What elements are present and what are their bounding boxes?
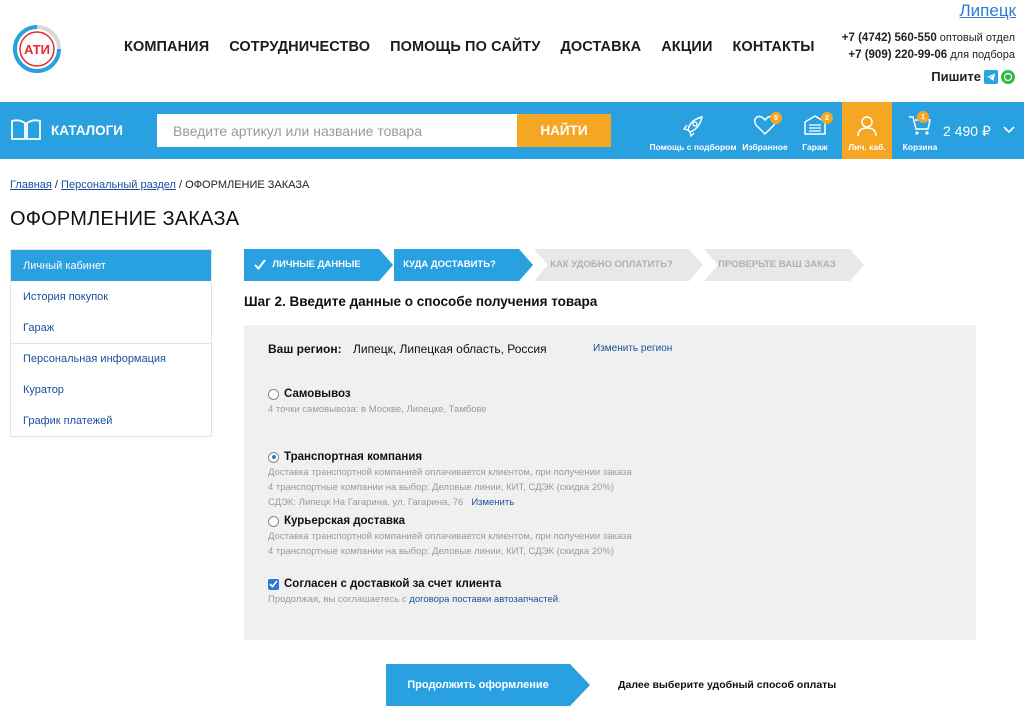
transport-title[interactable]: Транспортная компания xyxy=(284,451,423,463)
sidebar-item-personal-info[interactable]: Персональная информация xyxy=(11,343,211,374)
courier-radio[interactable] xyxy=(268,516,279,527)
step-review-label: ПРОВЕРЬТЕ ВАШ ЗАКАЗ xyxy=(718,259,836,270)
cart-button[interactable] xyxy=(896,102,944,159)
agree-checkbox[interactable] xyxy=(268,579,279,590)
agree-title[interactable]: Согласен с доставкой за счет клиента xyxy=(284,578,502,590)
ati-logo[interactable] xyxy=(10,24,64,74)
messengers xyxy=(931,69,1015,84)
help-selection-label: Помощь с подбором xyxy=(649,142,737,152)
favorites-button[interactable] xyxy=(739,102,791,159)
agree-hint-text: Продолжая, вы соглашаетесь с xyxy=(268,594,407,605)
nav-promotions[interactable]: АКЦИИ xyxy=(661,39,713,55)
supply-contract-link[interactable]: договора поставки автозапчастей xyxy=(409,594,559,605)
page-title: ОФОРМЛЕНИЕ ЗАКАЗА xyxy=(10,208,240,230)
nav-contacts[interactable]: КОНТАКТЫ xyxy=(732,39,815,55)
transport-radio[interactable] xyxy=(268,452,279,463)
transport-change-link[interactable]: Изменить xyxy=(471,497,515,508)
agree-hint-dot: . xyxy=(558,594,561,605)
next-step-hint: Далее выберите удобный способ оплаты xyxy=(618,679,837,691)
cart-total[interactable]: 2 490 ₽ xyxy=(943,123,991,139)
transport-point-address: СДЭК: Липецк На Гагарина, ул. Гагарина, 76 xyxy=(268,497,464,508)
delivery-options-panel xyxy=(244,325,976,640)
nav-cooperation[interactable]: СОТРУДНИЧЕСТВО xyxy=(229,39,371,55)
transport-hint-2: 4 транспортные компании на выбор: Деловые линии, КИТ, СДЭК (скидка 20%) xyxy=(268,482,615,493)
step-personal-data-label: ЛИЧНЫЕ ДАННЫЕ xyxy=(272,259,361,270)
agree-hint xyxy=(268,592,561,607)
user-icon xyxy=(856,114,878,138)
nav-site-help[interactable]: ПОМОЩЬ ПО САЙТУ xyxy=(390,39,541,55)
sidebar-item-history[interactable]: История покупок xyxy=(23,291,109,303)
step-review xyxy=(704,249,850,281)
cart-count-badge: 1 xyxy=(917,111,929,123)
garage-button[interactable] xyxy=(791,102,839,159)
transport-hint-1: Доставка транспортной компанией оплачивается клиентом, при получении заказа xyxy=(268,467,632,478)
contact-phones xyxy=(842,30,1015,64)
phone-wholesale[interactable]: +7 (4742) 560-550 xyxy=(841,32,937,44)
check-icon xyxy=(254,259,266,270)
garage-label: Гараж xyxy=(802,142,828,152)
city-selector[interactable]: Липецк xyxy=(959,1,1016,20)
step-payment-label: КАК УДОБНО ОПЛАТИТЬ? xyxy=(550,259,673,270)
region-info xyxy=(268,342,547,356)
cart-label: Корзина xyxy=(902,142,938,152)
sidebar-item-curator[interactable]: Куратор xyxy=(23,384,64,396)
telegram-icon[interactable] xyxy=(984,70,998,84)
step-delivery-label: КУДА ДОСТАВИТЬ? xyxy=(403,259,496,270)
top-navigation xyxy=(124,39,815,55)
account-sidebar xyxy=(10,249,212,437)
nav-delivery[interactable]: ДОСТАВКА xyxy=(560,39,642,55)
favorites-count-badge: 0 xyxy=(770,112,782,124)
step-payment xyxy=(534,249,689,281)
catalogs-label: КАТАЛОГИ xyxy=(51,122,123,138)
whatsapp-icon[interactable] xyxy=(1001,70,1015,84)
step-heading: Шаг 2. Введите данные о способе получения товара xyxy=(244,294,598,309)
phone-selection[interactable]: +7 (909) 220-99-06 xyxy=(848,49,948,61)
pickup-hint: 4 точки самовывоза: в Москве, Липецке, Тамбове xyxy=(268,404,487,415)
option-courier xyxy=(268,515,632,559)
nav-company[interactable]: КОМПАНИЯ xyxy=(124,39,210,55)
catalogs-button[interactable] xyxy=(10,118,123,142)
breadcrumb-home[interactable]: Главная xyxy=(10,179,52,191)
phone-wholesale-note: оптовый отдел xyxy=(939,32,1015,44)
book-icon xyxy=(10,118,42,142)
region-value: Липецк, Липецкая область, Россия xyxy=(352,342,547,356)
help-selection-button[interactable] xyxy=(647,102,739,159)
write-label: Пишите xyxy=(931,69,981,84)
search-button[interactable]: НАЙТИ xyxy=(517,114,611,147)
sidebar-item-dashboard[interactable]: Личный кабинет xyxy=(11,250,211,281)
rocket-icon xyxy=(680,114,706,138)
option-agree xyxy=(268,578,561,607)
option-pickup xyxy=(268,388,487,417)
phone-selection-note: для подбора xyxy=(950,49,1015,61)
chevron-down-icon[interactable] xyxy=(1003,126,1015,134)
step-personal-data[interactable] xyxy=(244,249,379,281)
pickup-title[interactable]: Самовывоз xyxy=(284,388,351,400)
account-button[interactable] xyxy=(842,102,892,159)
courier-title[interactable]: Курьерская доставка xyxy=(284,515,406,527)
continue-checkout-button[interactable]: Продолжить оформление xyxy=(386,664,570,706)
step-delivery[interactable] xyxy=(394,249,519,281)
search-input[interactable] xyxy=(157,114,517,147)
courier-hint-1: Доставка транспортной компанией оплачивается клиентом, при получении заказа xyxy=(268,531,632,542)
transport-point xyxy=(268,495,632,510)
courier-hint-2: 4 транспортные компании на выбор: Деловые линии, КИТ, СДЭК (скидка 20%) xyxy=(268,546,615,557)
account-label: Лич. каб. xyxy=(848,142,886,152)
option-transport xyxy=(268,451,632,510)
sidebar-item-garage[interactable]: Гараж xyxy=(23,322,55,334)
pickup-radio[interactable] xyxy=(268,389,279,400)
checkmark-icon xyxy=(269,580,278,588)
main-toolbar xyxy=(0,102,1024,159)
sidebar-item-payment-schedule[interactable]: График платежей xyxy=(23,415,113,427)
breadcrumb: Главная / Персональный раздел / ОФОРМЛЕНИЕ ЗАКАЗА xyxy=(10,179,310,191)
garage-count-badge: 2 xyxy=(821,112,833,124)
breadcrumb-current: ОФОРМЛЕНИЕ ЗАКАЗА xyxy=(185,179,310,191)
favorites-label: Избранное xyxy=(742,142,788,152)
region-label: Ваш регион: xyxy=(268,342,342,356)
breadcrumb-personal[interactable]: Персональный раздел xyxy=(61,179,176,191)
logo-text: АТИ xyxy=(23,42,51,57)
change-region-link[interactable]: Изменить регион xyxy=(593,343,673,354)
